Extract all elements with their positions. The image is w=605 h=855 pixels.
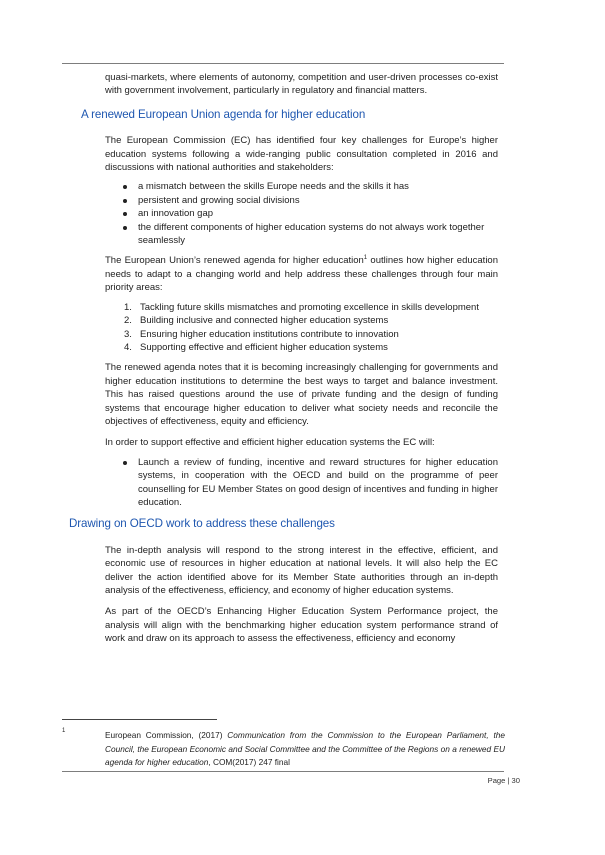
analysis-paragraph: The in-depth analysis will respond to the strong interest in the effective, efficient, and economic use of resources in higher education at national levels. It will also help the EC deliver the action identified above for its Member State authorities through an in-depth analysis of the effectiveness, efficiency, and economy of higher education systems. <box>105 544 498 596</box>
list-item-text: Tackling future skills mismatches and promoting excellence in skills development <box>140 301 479 313</box>
header-rule <box>62 63 504 64</box>
ec-actions-intro: In order to support effective and efficient higher education systems the EC will: <box>105 437 435 449</box>
footnote-ref: , COM(2017) 247 final <box>208 757 290 767</box>
list-item <box>124 314 498 327</box>
section-heading-eu-agenda: A renewed European Union agenda for higher education <box>81 107 366 121</box>
agenda-text-start: The European Union’s renewed agenda for higher education <box>105 255 364 267</box>
list-number: 1. <box>124 301 132 313</box>
list-item <box>124 301 498 314</box>
list-number: 4. <box>124 341 132 353</box>
list-item <box>124 328 498 341</box>
list-item: an innovation gap <box>121 207 498 220</box>
list-item: a mismatch between the skills Europe needs and the skills it has <box>121 180 498 193</box>
footer-rule <box>62 771 504 772</box>
list-item <box>124 341 498 354</box>
challenges-list <box>105 180 498 247</box>
section-heading-oecd: Drawing on OECD work to address these challenges <box>69 517 335 531</box>
list-number: 3. <box>124 328 132 340</box>
list-item-text: Ensuring higher education institutions contribute to innovation <box>140 328 399 340</box>
list-item: Launch a review of funding, incentive and reward structures for higher education systems, in cooperation with the OECD and build on the programme of peer counselling for EU Member States on good design of incentives and funding in higher education. <box>121 456 498 510</box>
footnote-mark: 1 <box>62 728 66 734</box>
footnote-author: European Commission, (2017) <box>105 730 228 740</box>
page-number: Page | 30 <box>487 776 520 785</box>
list-item: the different components of higher education systems do not always work together seamlessly <box>121 221 498 248</box>
list-item-text: Building inclusive and connected higher education systems <box>140 315 389 327</box>
page-body <box>69 71 498 654</box>
footnote-rule <box>62 719 217 720</box>
footnote-text <box>105 729 505 770</box>
investment-paragraph: The renewed agenda notes that it is becoming increasingly challenging for governments and higher education institutions to determine the best ways to target and balance investment. This has raised questions around the use of private funding and the design of funding systems that encourage higher education to deliver what society needs and reconcile the objectives of effectiveness, equity and efficiency. <box>105 362 498 427</box>
priorities-list <box>105 301 498 355</box>
ec-actions-list <box>105 456 498 510</box>
list-number: 2. <box>124 315 132 327</box>
agenda-paragraph <box>105 254 498 294</box>
footnote-reference[interactable]: 1 <box>363 255 368 262</box>
intro-paragraph: quasi-markets, where elements of autonomy, competition and user-driven processes co-exist with government involvement, particularly in regulatory and financial matters. <box>105 72 498 97</box>
oecd-project-paragraph: As part of the OECD’s Enhancing Higher Education System Performance project, the analysis will align with the benchmarking higher education system performance strand of work and draw on its approach to assess the effectiveness, efficiency and economy <box>105 606 498 645</box>
list-item: persistent and growing social divisions <box>121 194 498 207</box>
footnote-title: Communication from the Commission to the European Parliament, the Council, the European Economic and Social Committee and the Committee of the Regions on a renewed EU agenda for higher education <box>105 730 505 767</box>
agenda-text-end: outlines how higher education needs to adapt to a changing world and help address these challenges through four main priority areas: <box>105 255 498 294</box>
list-item-text: Supporting effective and efficient higher education systems <box>140 341 388 353</box>
challenges-intro-paragraph: The European Commission (EC) has identified four key challenges for Europe’s higher education systems following a wide-ranging public consultation completed in 2016 and discussions with national authorities and stakeholders: <box>105 135 498 174</box>
